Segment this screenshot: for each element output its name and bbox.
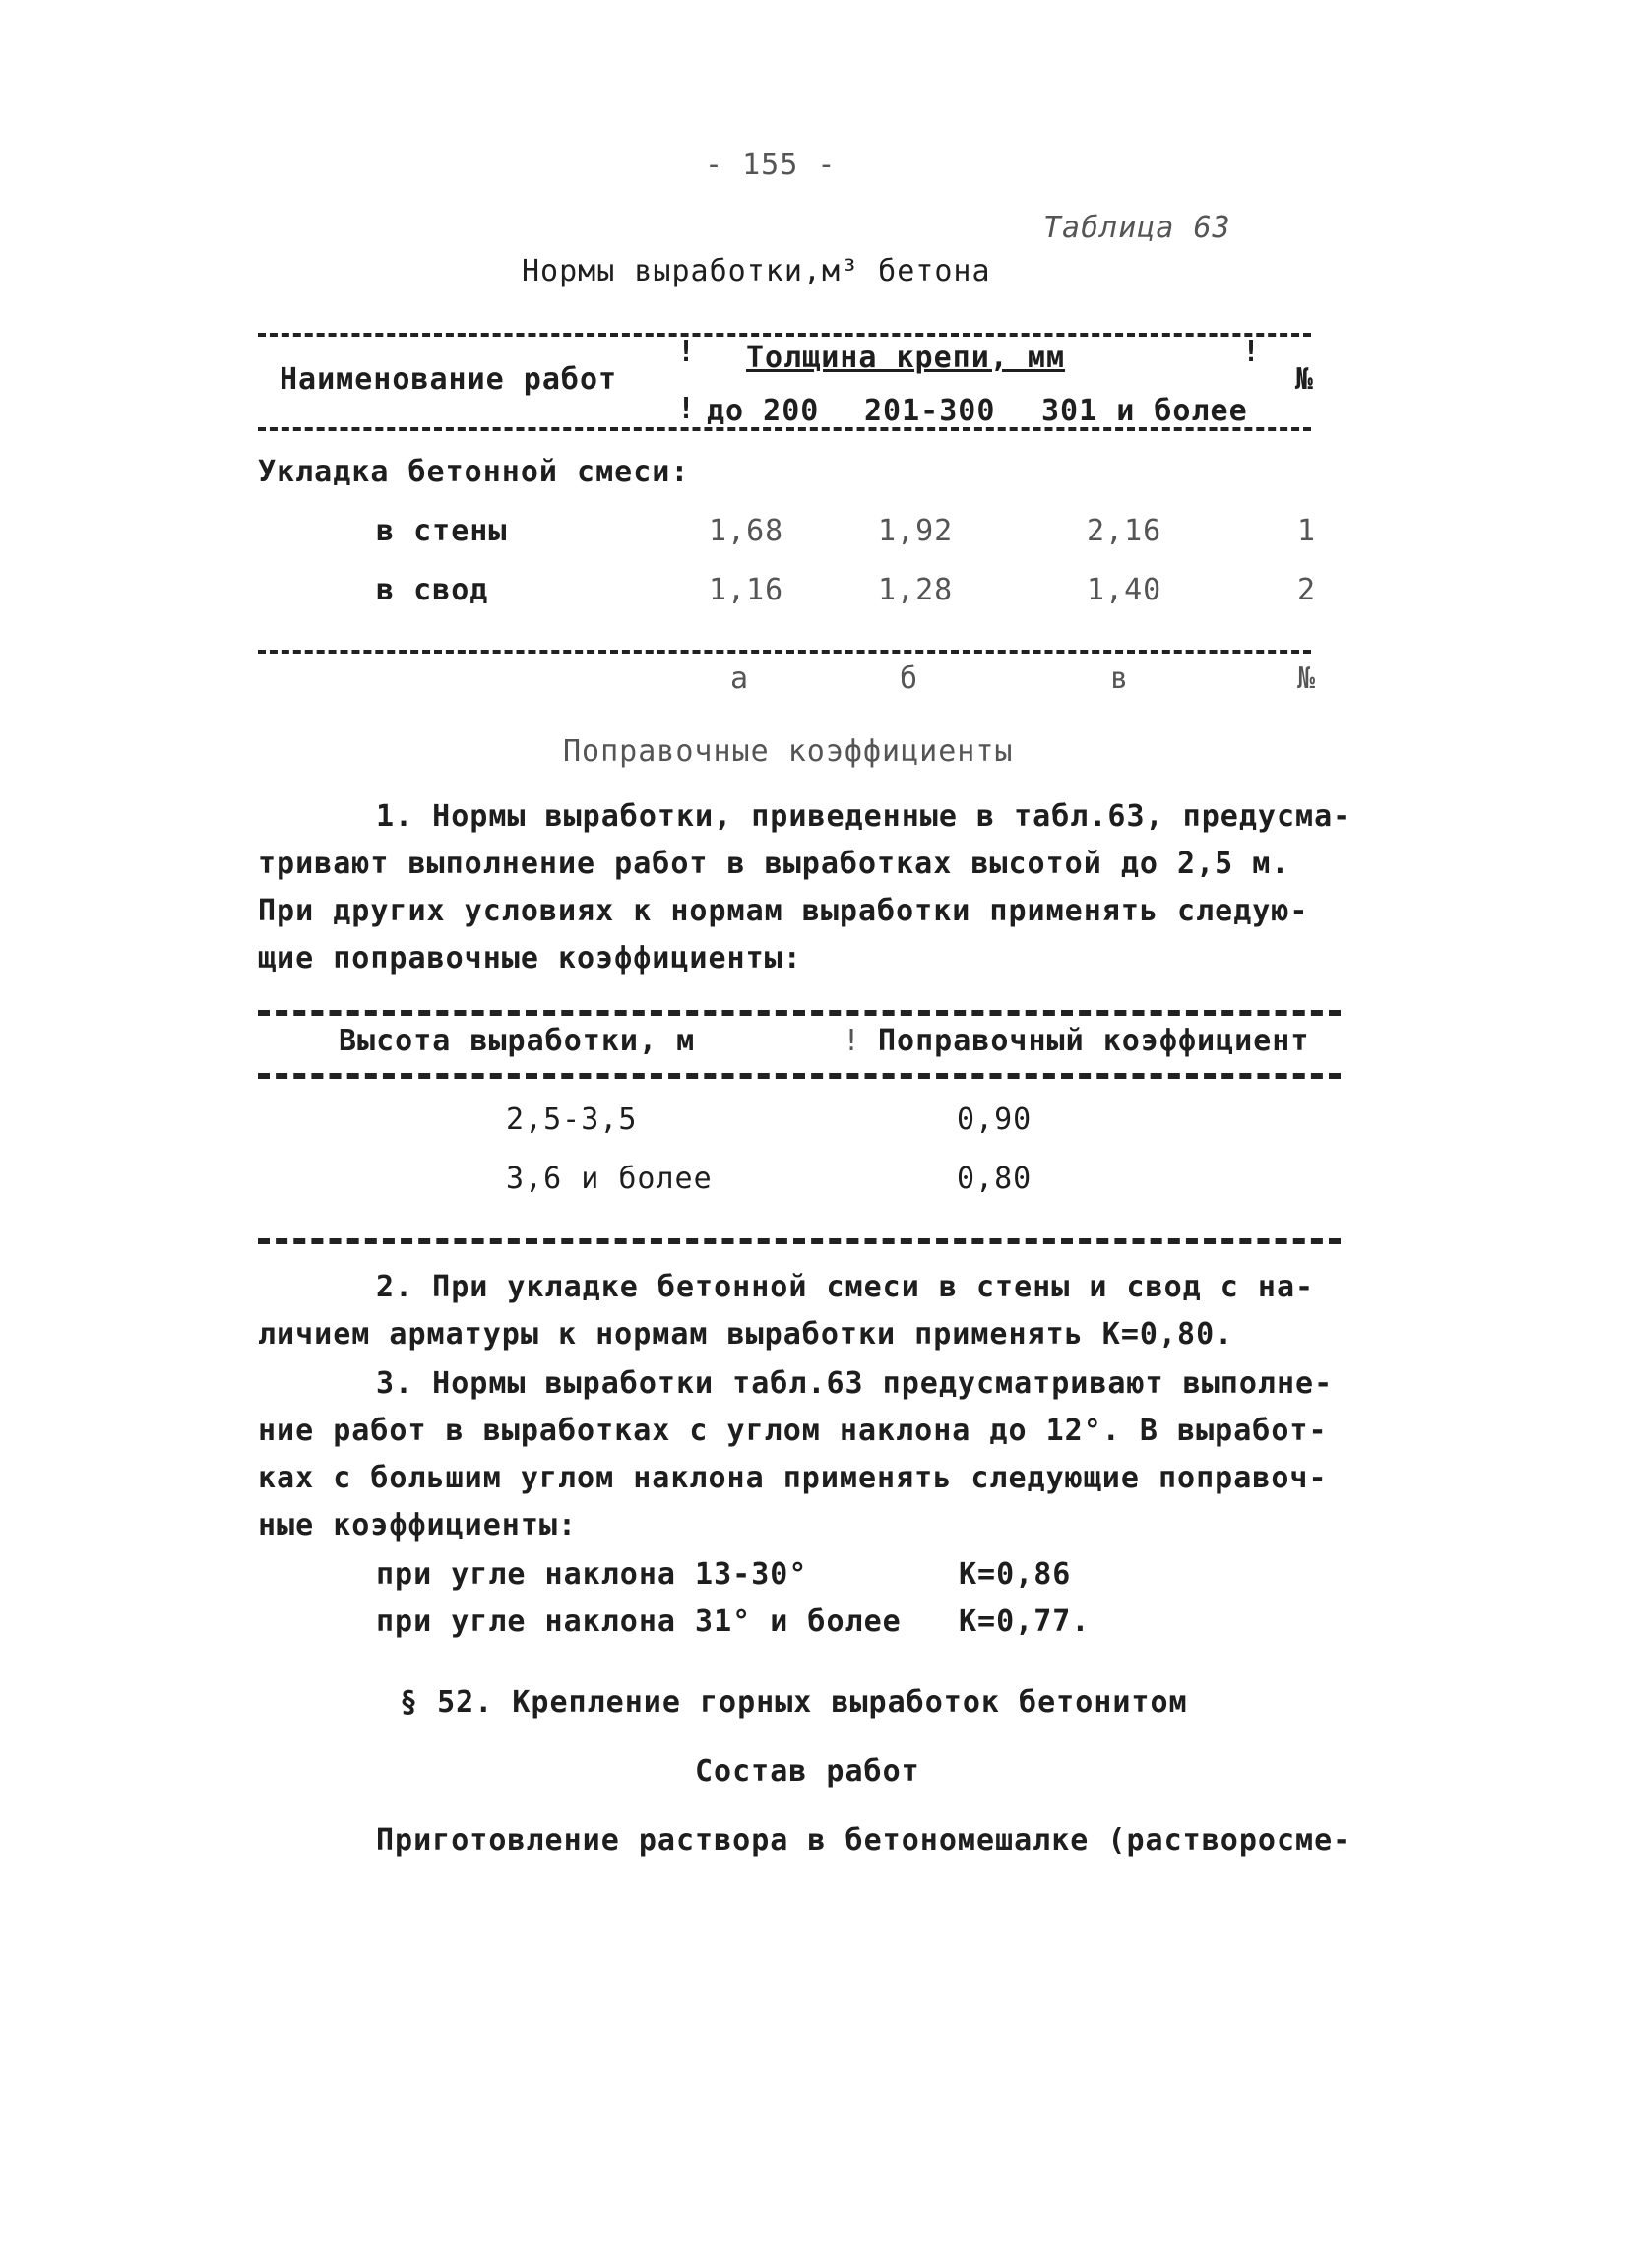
table1-row2-c: 1,40 xyxy=(1087,573,1162,607)
table1-row1-name: в стены xyxy=(376,514,508,548)
table1-header-bang-3: ! xyxy=(1242,335,1262,369)
para3-line1: 3. Нормы выработки табл.63 предусматривают выполне- xyxy=(376,1366,1334,1401)
table1-row1-c: 2,16 xyxy=(1087,514,1162,548)
table1-row2-a: 1,16 xyxy=(709,573,784,607)
table2-header-rule xyxy=(258,1073,1341,1079)
table1-header-bang-2: ! xyxy=(677,392,697,426)
table1-footer-b: б xyxy=(900,662,919,696)
para1-line1: 1. Нормы выработки, приведенные в табл.63, предусма- xyxy=(376,799,1352,834)
table1-section: Укладка бетонной смеси: xyxy=(258,455,690,489)
para1-line4: щие поправочные коэффициенты: xyxy=(258,941,802,976)
table1-header-col-a: до 200 xyxy=(707,394,820,428)
table1-header-work-name: Наименование работ xyxy=(280,362,618,397)
table1-header-col-b: 201-300 xyxy=(864,394,996,428)
table2-row1-height: 2,5-3,5 xyxy=(506,1102,638,1137)
last-line: Приготовление раствора в бетономешалке (растворосме- xyxy=(376,1823,1352,1858)
para2-line2: личием арматуры к нормам выработки применять К=0,80. xyxy=(258,1317,1234,1352)
table1-row2-name: в свод xyxy=(376,573,489,607)
table2-bottom-rule xyxy=(258,1238,1341,1244)
section-title: § 52. Крепление горных выработок бетонитом xyxy=(400,1685,1188,1720)
table1-footer-c: в xyxy=(1110,662,1130,696)
composition-heading: Состав работ xyxy=(695,1754,920,1789)
table2-row2-height: 3,6 и более xyxy=(506,1162,713,1196)
para3-line2: ние работ в выработках с углом наклона до 12°. В выработ- xyxy=(258,1414,1328,1448)
angle1-k: К=0,86 xyxy=(959,1557,1072,1592)
para3-line3: ках с большим углом наклона применять следующие поправоч- xyxy=(258,1461,1328,1495)
table2-header-coeff: Поправочный коэффициент xyxy=(878,1024,1310,1058)
table2-row2-coeff: 0,80 xyxy=(957,1162,1033,1196)
table1-row1-no: 1 xyxy=(1297,514,1317,548)
table1-row1-a: 1,68 xyxy=(709,514,784,548)
para3-line4: ные коэффициенты: xyxy=(258,1508,578,1543)
para1-line3: При других условиях к нормам выработки применять следую- xyxy=(258,894,1309,928)
table-title: Нормы выработки,м³ бетона xyxy=(522,254,991,288)
table1-header-group: Толщина крепи, мм xyxy=(746,341,1066,375)
table2-top-rule xyxy=(258,1010,1341,1016)
table1-footer-no: № xyxy=(1297,662,1317,696)
table2-row1-coeff: 0,90 xyxy=(957,1102,1033,1137)
table1-row2-no: 2 xyxy=(1297,573,1317,607)
table1-footer-a: а xyxy=(730,662,750,696)
table1-header-bang-1: ! xyxy=(677,335,697,369)
table1-header-col-c: 301 и более xyxy=(1041,394,1248,428)
table1-header-rule xyxy=(258,427,1311,431)
table1-top-rule xyxy=(258,333,1311,337)
para2-line1: 2. При укладке бетонной смеси в стены и свод с на- xyxy=(376,1270,1315,1304)
table1-row1-b: 1,92 xyxy=(878,514,954,548)
angle2-label: при угле наклона 31° и более xyxy=(376,1605,902,1639)
coeff-heading: Поправочные коэффициенты xyxy=(563,734,1014,769)
table1-bottom-rule xyxy=(258,650,1311,654)
table-label: Таблица 63 xyxy=(1043,211,1231,245)
angle1-label: при угле наклона 13-30° xyxy=(376,1557,808,1592)
table2-header-height: Высота выработки, м xyxy=(339,1024,696,1058)
table2-header-sep: ! xyxy=(843,1024,862,1058)
table1-header-col-no: № xyxy=(1295,362,1315,397)
angle2-k: К=0,77. xyxy=(959,1605,1091,1639)
para1-line2: тривают выполнение работ в выработках высотой до 2,5 м. xyxy=(258,847,1290,881)
page-number: - 155 - xyxy=(705,148,837,182)
table1-row2-b: 1,28 xyxy=(878,573,954,607)
